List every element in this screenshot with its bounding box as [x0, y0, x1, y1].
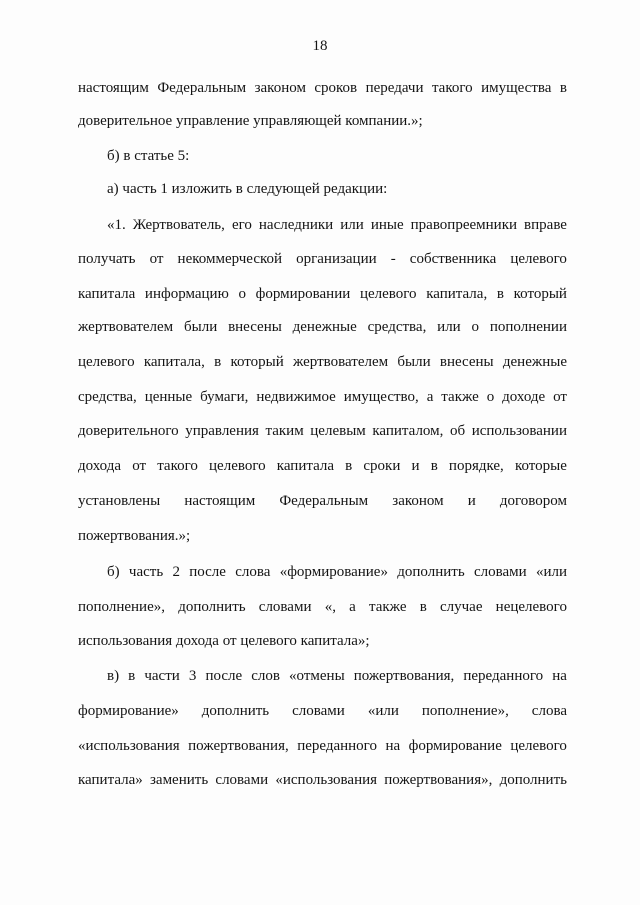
text-line [78, 77, 567, 99]
word: или [340, 217, 364, 233]
word: жертвователем [78, 319, 174, 335]
word: «использования [275, 772, 378, 788]
text-line: пожертвования.»; [78, 528, 191, 544]
word: в [128, 668, 136, 684]
word: капиталом, [372, 423, 444, 439]
word: от [553, 389, 567, 405]
word: пожертвования, [188, 738, 289, 754]
word: такого [157, 458, 198, 474]
word: от [149, 251, 164, 267]
word: а [349, 599, 356, 615]
word: словами [258, 599, 312, 615]
word: денежные [292, 319, 357, 335]
word: порядке, [448, 458, 504, 474]
word: «формирование» [279, 564, 388, 580]
word: - [390, 251, 396, 267]
word: наследники [258, 217, 334, 233]
word: нецелевого [495, 599, 567, 615]
word: средства, [78, 389, 137, 405]
word: о [238, 286, 246, 302]
word: имущество, [343, 389, 419, 405]
text-line [78, 769, 567, 791]
word: информацию [144, 286, 229, 302]
word: вправе [524, 217, 567, 233]
word: капитала [276, 458, 335, 474]
word: целевого [359, 286, 417, 302]
word: использовании [471, 423, 567, 439]
word: собственника [409, 251, 497, 267]
word: который [513, 286, 567, 302]
text-line [78, 420, 567, 442]
word: иные [370, 217, 404, 233]
word: капитала, [143, 354, 205, 370]
text-line [78, 700, 567, 722]
text-line: а) часть 1 изложить в следующей редакции: [107, 181, 388, 197]
text-line [78, 386, 567, 408]
word: в) [107, 668, 120, 684]
word: после [205, 668, 243, 684]
word: дополнить [201, 703, 270, 719]
word: формировании [255, 286, 351, 302]
word: целевого [510, 251, 567, 267]
word: правопреемники [410, 217, 518, 233]
word: на [385, 738, 401, 754]
word: были [397, 354, 431, 370]
word: формирование» [78, 703, 179, 719]
word: капитала [78, 286, 136, 302]
word: денежные [502, 354, 567, 370]
word: таким [265, 423, 304, 439]
word: «отмены [289, 668, 345, 684]
word: капитала, [426, 286, 488, 302]
word: части [144, 668, 180, 684]
word: бумаги, [200, 389, 249, 405]
word: Федеральным [157, 80, 247, 96]
word: а [426, 389, 434, 405]
word: целевого [78, 354, 135, 370]
word: в [419, 599, 427, 615]
text-line: доверительное управление управляющей компании.»; [78, 113, 423, 129]
word: дохода [78, 458, 122, 474]
word: внесены [439, 354, 494, 370]
word: пополнение», [78, 599, 165, 615]
text-line [78, 455, 567, 477]
word: об [449, 423, 466, 439]
word: в [559, 80, 567, 96]
word: средства, [367, 319, 427, 335]
text-line [107, 561, 567, 583]
word: заменить [149, 772, 209, 788]
word: доверительного [78, 423, 179, 439]
word: о [486, 389, 495, 405]
word: некоммерческой [177, 251, 283, 267]
word: передачи [365, 80, 424, 96]
word: капитала» [78, 772, 143, 788]
word: целевого [209, 458, 266, 474]
text-line [78, 490, 567, 512]
word: доходе [502, 389, 546, 405]
word: договором [499, 493, 567, 509]
word: 2 [172, 564, 180, 580]
word: законом [254, 80, 306, 96]
word: который [230, 354, 284, 370]
word: «1. [107, 217, 126, 233]
word: словами [473, 564, 527, 580]
word: законом [392, 493, 444, 509]
word: сроки [363, 458, 401, 474]
word: часть [128, 564, 164, 580]
word: после [189, 564, 226, 580]
word: также [368, 599, 407, 615]
word: в [496, 286, 504, 302]
word: в [214, 354, 222, 370]
word: получать [78, 251, 136, 267]
word: переданного [297, 738, 377, 754]
word: пожертвования, [353, 668, 455, 684]
word: пополнении [489, 319, 567, 335]
word: которые [514, 458, 567, 474]
word: словами [292, 703, 345, 719]
text-line [78, 283, 567, 305]
word: были [184, 319, 218, 335]
word: «или [535, 564, 567, 580]
word: пожертвования», [384, 772, 493, 788]
word: дополнить [499, 772, 567, 788]
word: на [552, 668, 567, 684]
word: в [430, 458, 438, 474]
word: дополнить [178, 599, 246, 615]
word: сроков [314, 80, 358, 96]
word: жертвователем [292, 354, 389, 370]
word: «использования [78, 738, 180, 754]
word: слов [251, 668, 280, 684]
text-line [78, 248, 567, 270]
word: целевого [510, 738, 567, 754]
word: установлены [78, 493, 161, 509]
word: дополнить [397, 564, 465, 580]
word: организации [296, 251, 377, 267]
word: «или [367, 703, 399, 719]
word: слова [235, 564, 271, 580]
text-line [78, 596, 567, 618]
word: настоящим [184, 493, 256, 509]
word: недвижимое [256, 389, 336, 405]
word: имущества [481, 80, 552, 96]
text-line [78, 316, 567, 338]
word: пополнение», [421, 703, 509, 719]
word: также [441, 389, 479, 405]
word: ценные [144, 389, 193, 405]
word: и [411, 458, 420, 474]
text-line [107, 665, 567, 687]
word: от [132, 458, 147, 474]
text-line: использования дохода от целевого капитала»; [78, 633, 370, 649]
word: или [437, 319, 461, 335]
word: Федеральным [279, 493, 369, 509]
word: слова [531, 703, 567, 719]
word: о [471, 319, 480, 335]
word: его [231, 217, 252, 233]
text-line [107, 214, 567, 236]
word: настоящим [78, 80, 149, 96]
word: Жертвователь, [132, 217, 225, 233]
word: такого [431, 80, 473, 96]
word: словами [215, 772, 269, 788]
text-line: б) в статье 5: [107, 148, 190, 164]
text-line [78, 735, 567, 757]
word: «, [324, 599, 336, 615]
word: управления [185, 423, 259, 439]
page-number: 18 [312, 38, 328, 54]
word: целевым [310, 423, 366, 439]
word: 3 [188, 668, 197, 684]
word: и [467, 493, 476, 509]
text-line [78, 351, 567, 373]
word: формирование [408, 738, 502, 754]
word: случае [439, 599, 483, 615]
word: б) [107, 564, 120, 580]
word: в [345, 458, 353, 474]
word: переданного [463, 668, 544, 684]
word: внесены [228, 319, 282, 335]
